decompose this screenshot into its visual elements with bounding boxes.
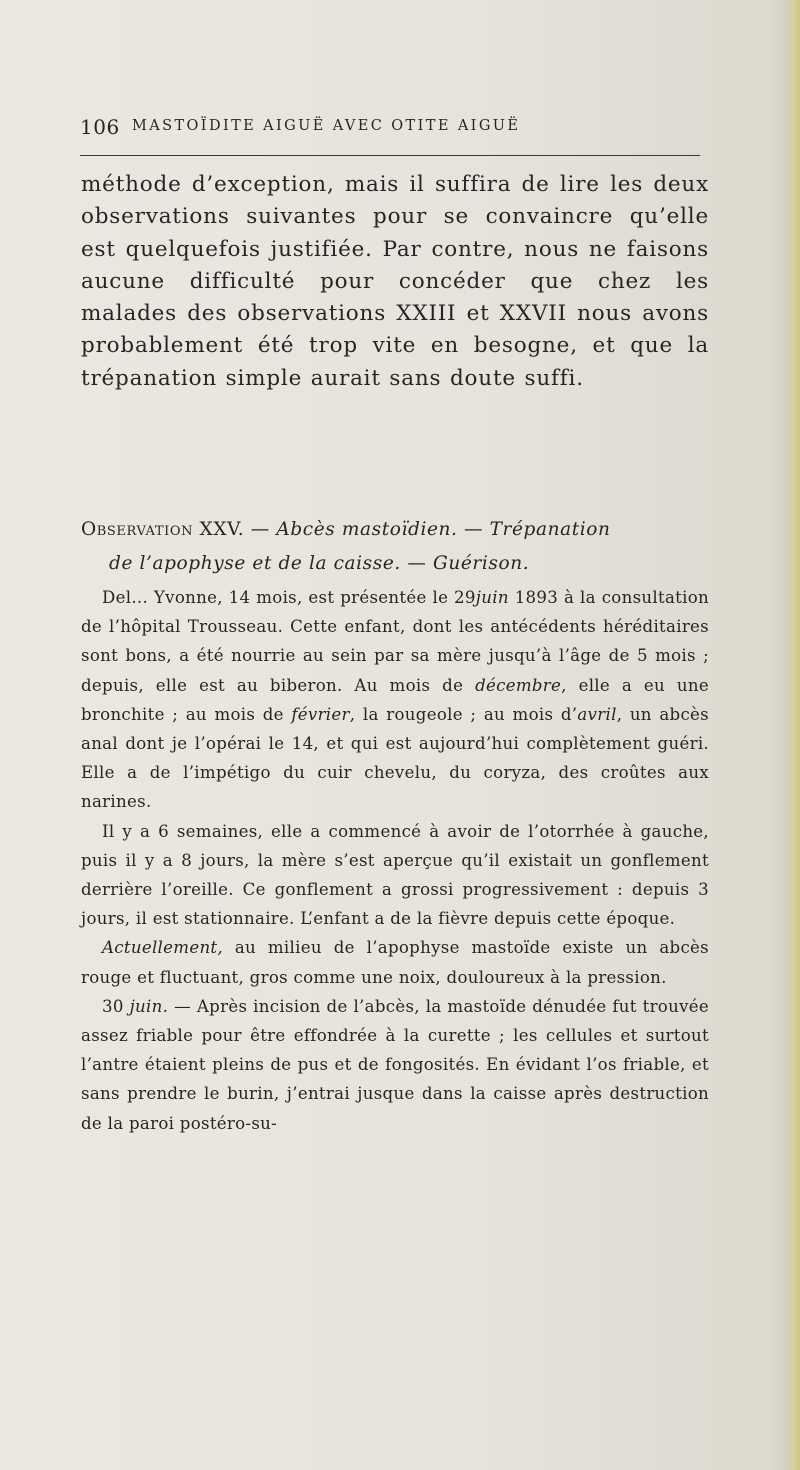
intro-paragraph [81, 169, 709, 395]
page-header [80, 115, 700, 141]
page-edge-discoloration [786, 0, 800, 1470]
observation-paragraph-3: Actuellement, au milieu de l’apophyse mastoïde existe un abcès rouge et fluctuant, gros comme une noix, douloureux à la pression. [81, 938, 709, 987]
observation-heading [81, 513, 709, 581]
observation-paragraph-2: Il y a 6 semaines, elle a commencé à avoir de l’otorrhée à gauche, puis il y a 8 jours, la mère s’est aperçue qu’il existait un gonflement derrière l’oreille. Ce gonflement a grossi progressivement : depuis 3 jours, il est stationnaire. L’enfant a de la fièvre depuis cette époque. [81, 821, 709, 929]
observation-label: Observation XXV. [81, 519, 245, 540]
intro-text: méthode d’exception, mais il suffira de lire les deux observations suivantes pour se convaincre qu’elle est quelquefois justifiée. Par contre, nous ne faisons aucune difficulté pour concéder que chez les malades des observations XXIII et XXVII nous avons probablement été trop vite en besogne, et que la trépanation simple aurait sans doute suffi. [81, 172, 709, 391]
heading-dash: — [464, 519, 484, 540]
running-head: MASTOÏDITE AIGUË AVEC OTITE AIGUË [132, 118, 521, 134]
observation-heading-line-2 [81, 547, 709, 581]
heading-dash: — [407, 553, 427, 574]
header-rule [80, 155, 700, 156]
page-number: 106 [80, 115, 120, 139]
observation-body [81, 583, 709, 1138]
observation-paragraph-1: Del... Yvonne, 14 mois, est présentée le 29juin 1893 à la consultation de l’hôpital Trousseau. Cette enfant, dont les antécédents héréditaires sont bons, a été nourrie au sein par sa mère jusqu’à l’âge de 5 mois ; depuis, elle est au biberon. Au mois de décembre, elle a eu une bronchite ; au mois de février, la rougeole ; au mois d’avril, un abcès anal dont je l’opérai le 14, et qui est aujourd’hui complètement guéri. Elle a de l’impétigo du cuir chevelu, du coryza, des croûtes aux narines. [81, 588, 709, 812]
observation-title-apophyse: de l’apophyse et de la caisse. [109, 553, 401, 574]
observation-title-trepanation: Trépanation [489, 519, 611, 540]
heading-dash: — [250, 519, 270, 540]
observation-heading-line-1 [81, 513, 709, 547]
observation-paragraph-4: 30 juin. — Après incision de l’abcès, la mastoïde dénudée fut trouvée assez friable pour être effondrée à la curette ; les cellules et surtout l’antre étaient pleins de pus et de fongosités. En évidant l’os friable, et sans prendre le burin, j’entrai jusque dans la caisse après destruction de la paroi postéro-su- [81, 996, 709, 1133]
observation-title-abces: Abcès mastoïdien. [276, 519, 458, 540]
observation-title-guerison: Guérison. [432, 553, 530, 574]
